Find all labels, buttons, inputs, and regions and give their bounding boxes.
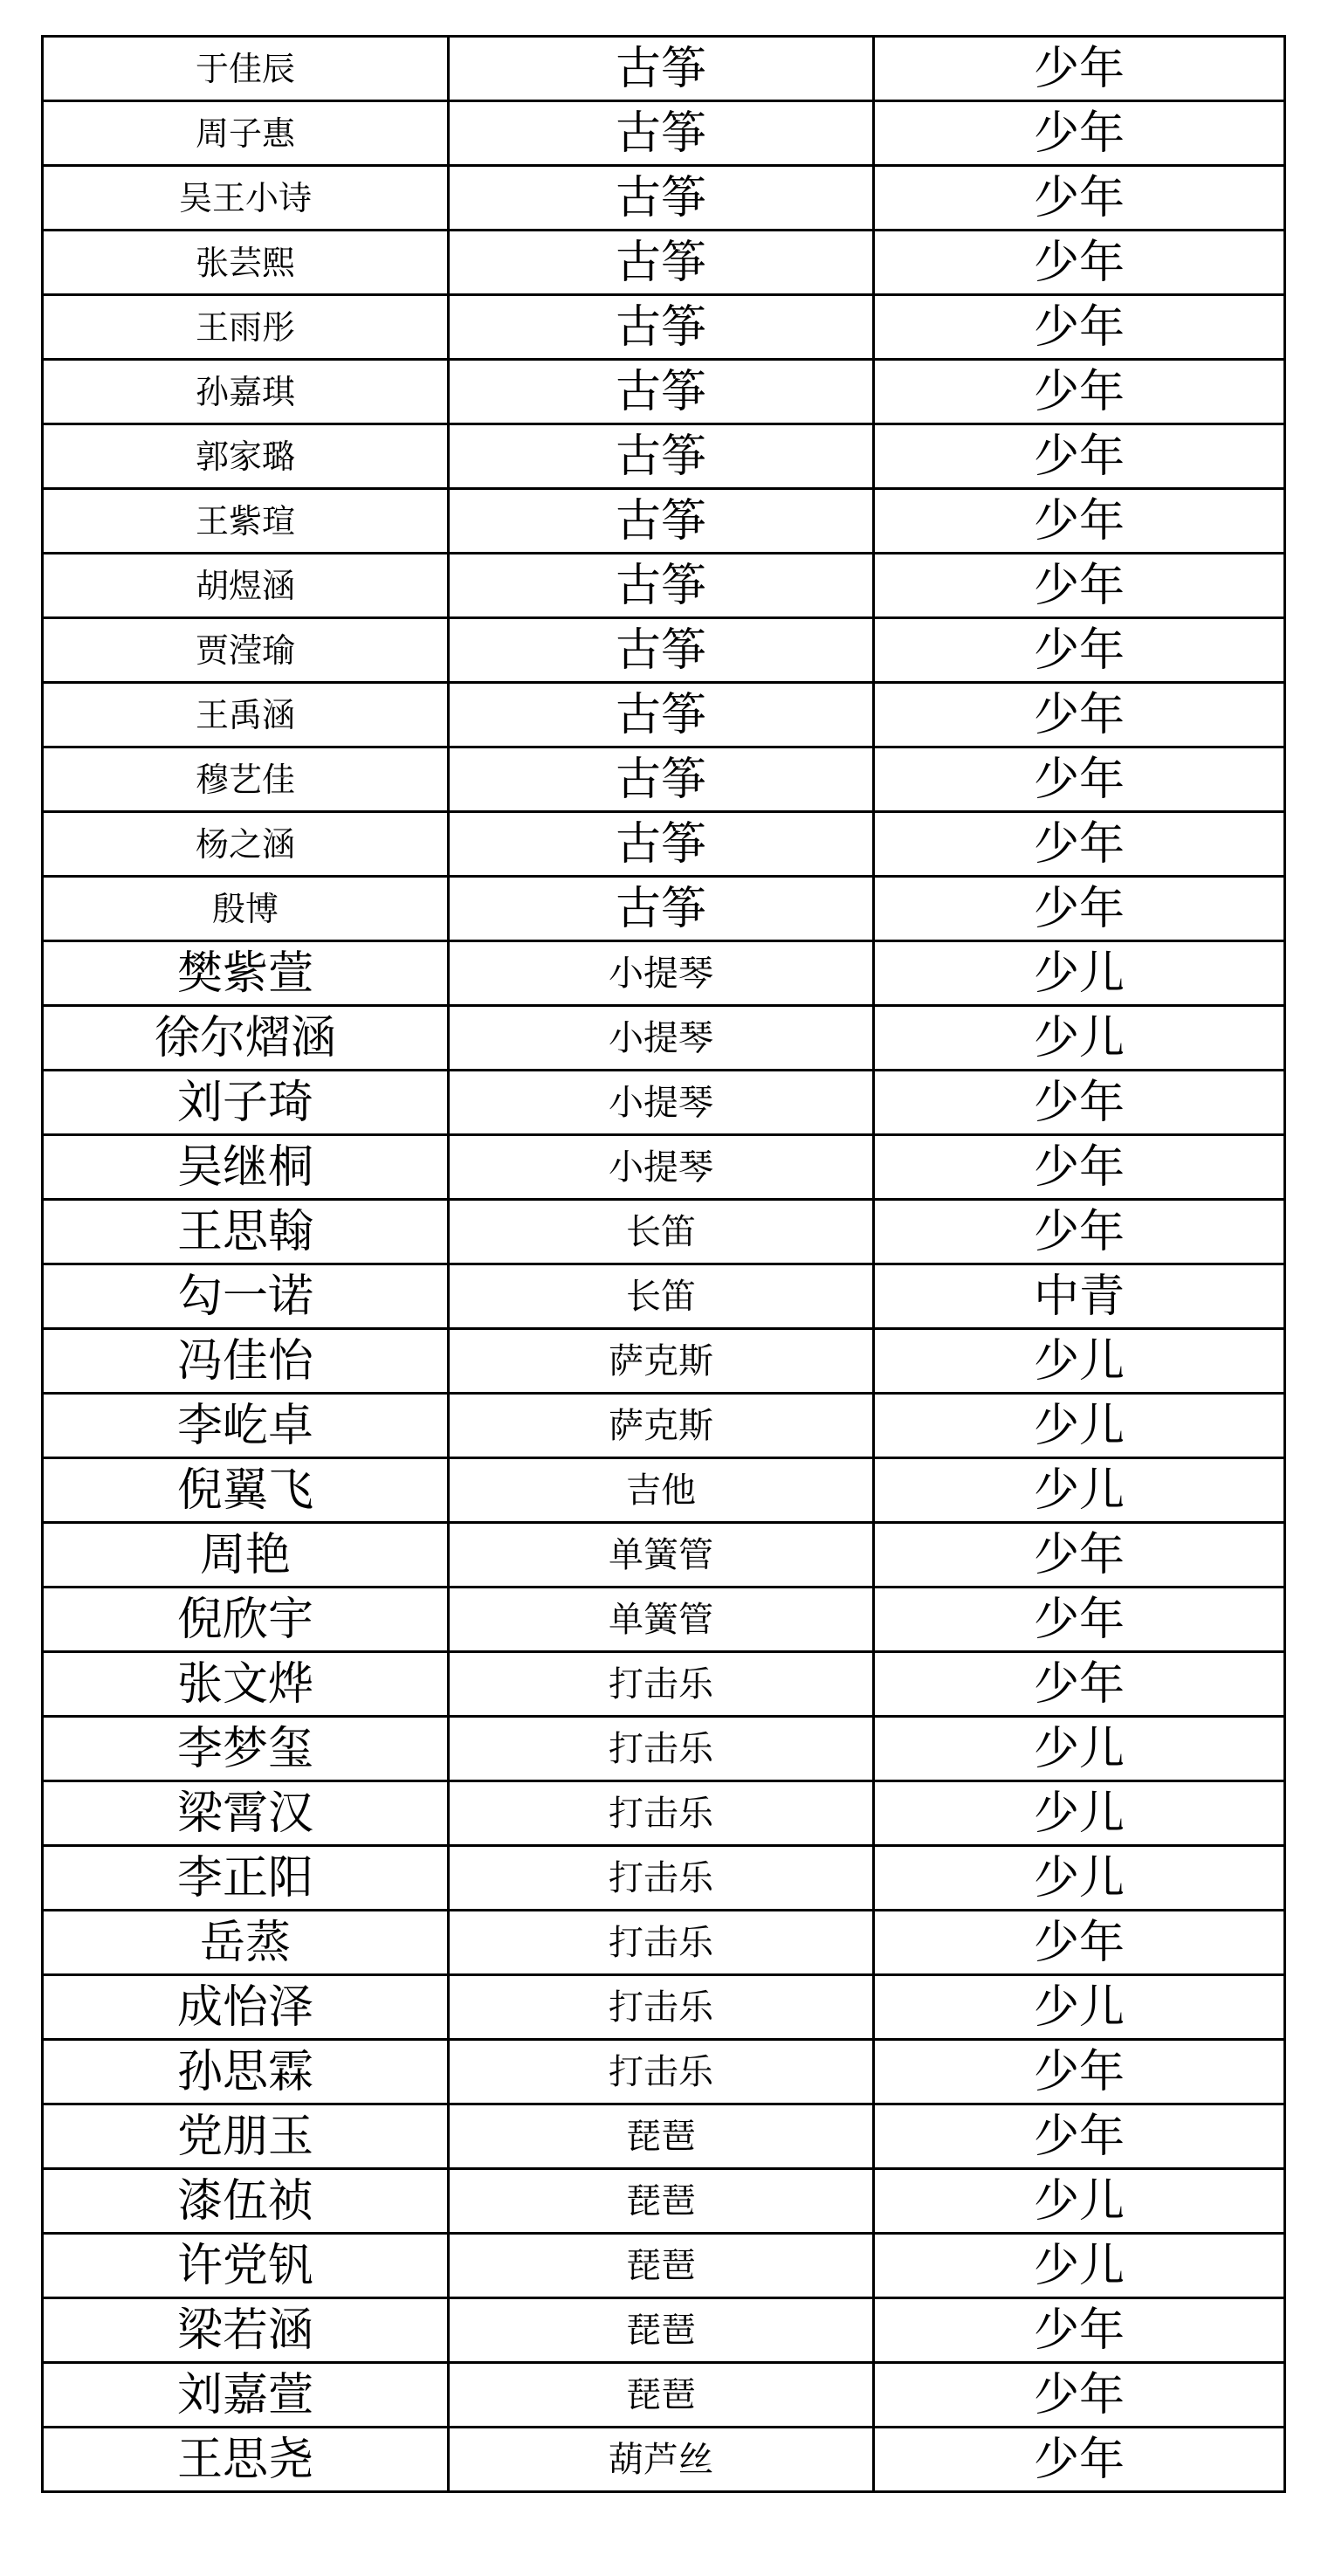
age-group-cell: 少年 bbox=[874, 2040, 1285, 2104]
age-group-cell: 少年 bbox=[874, 1071, 1285, 1135]
roster-body bbox=[43, 37, 1285, 2492]
age-group-cell: 少年 bbox=[874, 1588, 1285, 1652]
table-row bbox=[43, 1975, 1285, 2040]
performer-name-cell: 吴王小诗 bbox=[43, 166, 449, 231]
performer-name-cell: 郭家璐 bbox=[43, 424, 449, 489]
age-group-cell: 少儿 bbox=[874, 1717, 1285, 1781]
instrument-cell: 琵琶 bbox=[449, 2169, 874, 2234]
instrument-cell: 古筝 bbox=[449, 812, 874, 877]
age-group-cell: 少年 bbox=[874, 554, 1285, 618]
performer-name-cell: 孙嘉琪 bbox=[43, 360, 449, 424]
instrument-cell: 打击乐 bbox=[449, 1781, 874, 1846]
table-row bbox=[43, 554, 1285, 618]
performer-name-cell: 冯佳怡 bbox=[43, 1329, 449, 1394]
performer-name-cell: 张芸熙 bbox=[43, 231, 449, 295]
age-group-cell: 少儿 bbox=[874, 1975, 1285, 2040]
performer-name-cell: 漆伍祯 bbox=[43, 2169, 449, 2234]
performer-name-cell: 倪欣宇 bbox=[43, 1588, 449, 1652]
table-row bbox=[43, 877, 1285, 941]
instrument-cell: 琵琶 bbox=[449, 2298, 874, 2363]
instrument-cell: 琵琶 bbox=[449, 2234, 874, 2298]
age-group-cell: 少年 bbox=[874, 489, 1285, 554]
table-row bbox=[43, 1652, 1285, 1717]
age-group-cell: 少年 bbox=[874, 812, 1285, 877]
instrument-cell: 古筝 bbox=[449, 231, 874, 295]
table-row bbox=[43, 2298, 1285, 2363]
table-row bbox=[43, 1071, 1285, 1135]
performer-name-cell: 樊紫萱 bbox=[43, 941, 449, 1006]
table-row bbox=[43, 1394, 1285, 1458]
table-row bbox=[43, 1588, 1285, 1652]
performer-name-cell: 王禹涵 bbox=[43, 683, 449, 747]
performer-name-cell: 成怡泽 bbox=[43, 1975, 449, 2040]
age-group-cell: 少年 bbox=[874, 2298, 1285, 2363]
age-group-cell: 少儿 bbox=[874, 1329, 1285, 1394]
instrument-cell: 古筝 bbox=[449, 877, 874, 941]
table-row bbox=[43, 1264, 1285, 1329]
table-row bbox=[43, 1200, 1285, 1264]
performer-name-cell: 王雨彤 bbox=[43, 295, 449, 360]
table-row bbox=[43, 941, 1285, 1006]
instrument-cell: 长笛 bbox=[449, 1264, 874, 1329]
age-group-cell: 少年 bbox=[874, 424, 1285, 489]
age-group-cell: 少儿 bbox=[874, 941, 1285, 1006]
instrument-cell: 打击乐 bbox=[449, 1846, 874, 1911]
table-row bbox=[43, 1717, 1285, 1781]
performer-name-cell: 王思翰 bbox=[43, 1200, 449, 1264]
instrument-cell: 单簧管 bbox=[449, 1588, 874, 1652]
table-row bbox=[43, 2234, 1285, 2298]
instrument-cell: 古筝 bbox=[449, 166, 874, 231]
age-group-cell: 少年 bbox=[874, 101, 1285, 166]
instrument-cell: 古筝 bbox=[449, 101, 874, 166]
instrument-cell: 打击乐 bbox=[449, 1911, 874, 1975]
table-row bbox=[43, 2363, 1285, 2428]
instrument-cell: 萨克斯 bbox=[449, 1329, 874, 1394]
instrument-cell: 琵琶 bbox=[449, 2104, 874, 2169]
performer-name-cell: 刘子琦 bbox=[43, 1071, 449, 1135]
age-group-cell: 少年 bbox=[874, 1523, 1285, 1588]
age-group-cell: 少年 bbox=[874, 295, 1285, 360]
table-row bbox=[43, 1135, 1285, 1200]
age-group-cell: 少儿 bbox=[874, 1846, 1285, 1911]
performer-name-cell: 王紫瑄 bbox=[43, 489, 449, 554]
performer-name-cell: 穆艺佳 bbox=[43, 747, 449, 812]
performer-name-cell: 李屹卓 bbox=[43, 1394, 449, 1458]
age-group-cell: 少儿 bbox=[874, 1781, 1285, 1846]
instrument-cell: 打击乐 bbox=[449, 1975, 874, 2040]
performer-name-cell: 殷博 bbox=[43, 877, 449, 941]
table-row bbox=[43, 166, 1285, 231]
table-row bbox=[43, 1781, 1285, 1846]
table-row bbox=[43, 812, 1285, 877]
age-group-cell: 少儿 bbox=[874, 2169, 1285, 2234]
instrument-cell: 古筝 bbox=[449, 489, 874, 554]
age-group-cell: 少年 bbox=[874, 1135, 1285, 1200]
table-row bbox=[43, 2428, 1285, 2492]
age-group-cell: 少年 bbox=[874, 166, 1285, 231]
table-row bbox=[43, 2104, 1285, 2169]
age-group-cell: 少年 bbox=[874, 37, 1285, 101]
instrument-cell: 单簧管 bbox=[449, 1523, 874, 1588]
performer-name-cell: 倪翼飞 bbox=[43, 1458, 449, 1523]
performer-name-cell: 李梦玺 bbox=[43, 1717, 449, 1781]
instrument-cell: 打击乐 bbox=[449, 2040, 874, 2104]
age-group-cell: 少儿 bbox=[874, 1394, 1285, 1458]
table-row bbox=[43, 1523, 1285, 1588]
age-group-cell: 中青 bbox=[874, 1264, 1285, 1329]
age-group-cell: 少年 bbox=[874, 1911, 1285, 1975]
table-row bbox=[43, 231, 1285, 295]
age-group-cell: 少年 bbox=[874, 1652, 1285, 1717]
instrument-cell: 吉他 bbox=[449, 1458, 874, 1523]
table-row bbox=[43, 618, 1285, 683]
performer-name-cell: 吴继桐 bbox=[43, 1135, 449, 1200]
performer-name-cell: 许党钒 bbox=[43, 2234, 449, 2298]
instrument-cell: 古筝 bbox=[449, 37, 874, 101]
performer-name-cell: 孙思霖 bbox=[43, 2040, 449, 2104]
instrument-cell: 古筝 bbox=[449, 618, 874, 683]
instrument-cell: 古筝 bbox=[449, 683, 874, 747]
table-row bbox=[43, 1458, 1285, 1523]
instrument-cell: 古筝 bbox=[449, 424, 874, 489]
performer-name-cell: 党朋玉 bbox=[43, 2104, 449, 2169]
performer-name-cell: 岳蒸 bbox=[43, 1911, 449, 1975]
instrument-cell: 小提琴 bbox=[449, 1071, 874, 1135]
age-group-cell: 少儿 bbox=[874, 1006, 1285, 1071]
performer-name-cell: 王思尧 bbox=[43, 2428, 449, 2492]
instrument-cell: 古筝 bbox=[449, 554, 874, 618]
performer-name-cell: 于佳辰 bbox=[43, 37, 449, 101]
age-group-cell: 少年 bbox=[874, 747, 1285, 812]
performer-name-cell: 贾滢瑜 bbox=[43, 618, 449, 683]
age-group-cell: 少儿 bbox=[874, 2234, 1285, 2298]
table-row bbox=[43, 37, 1285, 101]
table-row bbox=[43, 295, 1285, 360]
performer-name-cell: 张文烨 bbox=[43, 1652, 449, 1717]
instrument-cell: 萨克斯 bbox=[449, 1394, 874, 1458]
table-row bbox=[43, 683, 1285, 747]
instrument-cell: 小提琴 bbox=[449, 1006, 874, 1071]
table-row bbox=[43, 2040, 1285, 2104]
table-row bbox=[43, 747, 1285, 812]
table-row bbox=[43, 1846, 1285, 1911]
performer-name-cell: 李正阳 bbox=[43, 1846, 449, 1911]
table-row bbox=[43, 1911, 1285, 1975]
age-group-cell: 少年 bbox=[874, 2363, 1285, 2428]
performer-name-cell: 周子惠 bbox=[43, 101, 449, 166]
performer-name-cell: 杨之涵 bbox=[43, 812, 449, 877]
table-row bbox=[43, 424, 1285, 489]
performer-name-cell: 梁霄汉 bbox=[43, 1781, 449, 1846]
table-row bbox=[43, 1329, 1285, 1394]
age-group-cell: 少年 bbox=[874, 2104, 1285, 2169]
instrument-cell: 打击乐 bbox=[449, 1652, 874, 1717]
age-group-cell: 少年 bbox=[874, 1200, 1285, 1264]
table-row bbox=[43, 2169, 1285, 2234]
age-group-cell: 少年 bbox=[874, 683, 1285, 747]
table-row bbox=[43, 489, 1285, 554]
instrument-cell: 古筝 bbox=[449, 747, 874, 812]
instrument-cell: 琵琶 bbox=[449, 2363, 874, 2428]
performer-name-cell: 勾一诺 bbox=[43, 1264, 449, 1329]
instrument-cell: 小提琴 bbox=[449, 941, 874, 1006]
instrument-cell: 古筝 bbox=[449, 360, 874, 424]
age-group-cell: 少年 bbox=[874, 231, 1285, 295]
instrument-cell: 长笛 bbox=[449, 1200, 874, 1264]
performer-name-cell: 胡煜涵 bbox=[43, 554, 449, 618]
table-row bbox=[43, 101, 1285, 166]
table-row bbox=[43, 360, 1285, 424]
instrument-cell: 古筝 bbox=[449, 295, 874, 360]
performer-name-cell: 刘嘉萱 bbox=[43, 2363, 449, 2428]
table-row bbox=[43, 1006, 1285, 1071]
performer-name-cell: 周艳 bbox=[43, 1523, 449, 1588]
age-group-cell: 少年 bbox=[874, 877, 1285, 941]
performer-name-cell: 梁若涵 bbox=[43, 2298, 449, 2363]
age-group-cell: 少年 bbox=[874, 360, 1285, 424]
instrument-cell: 小提琴 bbox=[449, 1135, 874, 1200]
age-group-cell: 少儿 bbox=[874, 1458, 1285, 1523]
roster-table bbox=[41, 35, 1286, 2493]
instrument-cell: 打击乐 bbox=[449, 1717, 874, 1781]
performer-name-cell: 徐尔熠涵 bbox=[43, 1006, 449, 1071]
instrument-cell: 葫芦丝 bbox=[449, 2428, 874, 2492]
age-group-cell: 少年 bbox=[874, 618, 1285, 683]
age-group-cell: 少年 bbox=[874, 2428, 1285, 2492]
